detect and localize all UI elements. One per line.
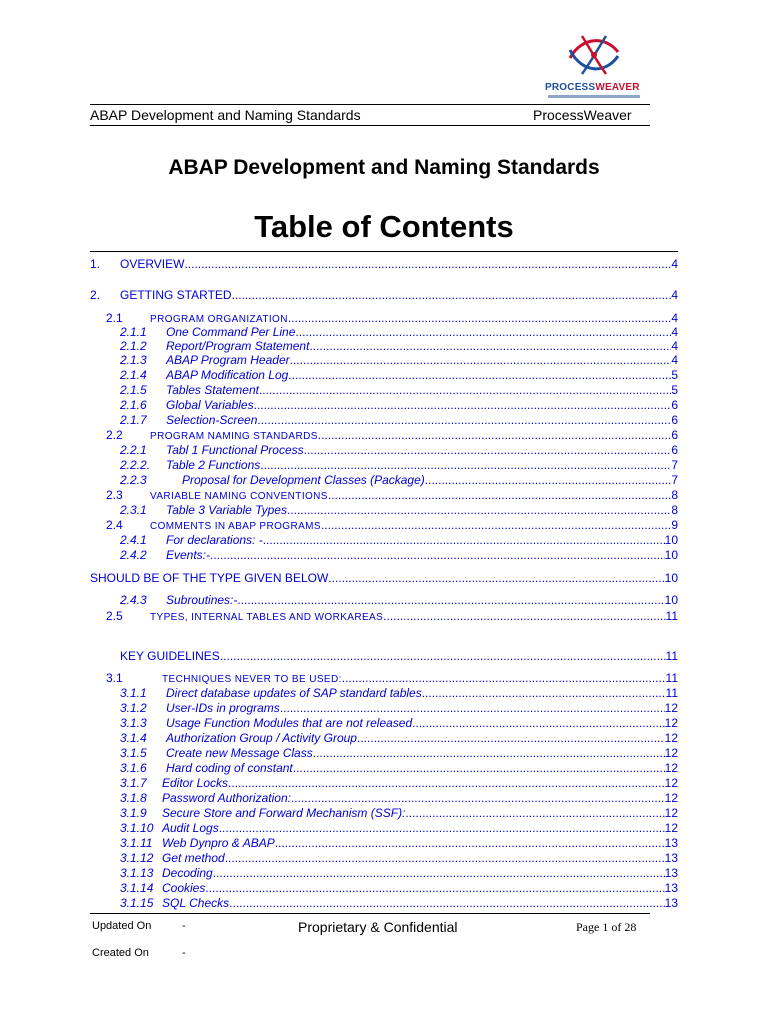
toc-entry-page: 6 [671, 428, 678, 442]
toc-entry-number: 2.5 [106, 609, 123, 623]
toc-leader [291, 791, 665, 805]
toc-entry-page: 11 [665, 686, 678, 700]
toc-leader [225, 851, 665, 865]
toc-entry[interactable] [90, 257, 678, 271]
toc-entry-text: SHOULD BE OF THE TYPE GIVEN BELOW [90, 571, 329, 585]
toc-leader [288, 311, 671, 325]
toc-entry-text: VARIABLE NAMING CONVENTIONS [150, 491, 328, 502]
toc-entry-page: 5 [671, 383, 678, 397]
toc-entry-page: 4 [671, 288, 678, 302]
toc-entry-page: 7 [671, 458, 678, 472]
toc-entry-page: 10 [664, 571, 678, 585]
toc-leader [229, 896, 664, 910]
toc-entry[interactable] [120, 593, 678, 607]
toc-entry-number: 2.2.1 [120, 443, 147, 457]
updated-on-value: - [182, 920, 186, 932]
toc-entry-text: ABAP Program Header [166, 353, 290, 367]
toc-entry-page: 12 [664, 761, 678, 775]
toc-entry-page: 12 [664, 821, 678, 835]
toc-entry-text: Cookies [162, 881, 206, 895]
toc-entry-page: 7 [671, 473, 678, 487]
toc-entry-page: 12 [664, 746, 678, 760]
toc-entry[interactable] [120, 716, 678, 730]
toc-entry[interactable] [120, 339, 678, 353]
toc-entry-number: 3.1.2 [120, 701, 147, 715]
toc-entry-number: 3.1.1 [120, 686, 147, 700]
toc-entry-text: Tabl 1 Functional Process [166, 443, 304, 457]
toc-entry-text: SQL Checks [162, 896, 230, 910]
toc-entry-page: 11 [665, 609, 678, 623]
toc-entry-text: OVERVIEW [120, 257, 185, 271]
toc-entry-number: 2.1 [106, 311, 123, 325]
toc-entry-page: 6 [671, 413, 678, 427]
toc-entry[interactable] [120, 791, 678, 805]
toc-leader [213, 866, 665, 880]
toc-entry-page: 12 [664, 701, 678, 715]
toc-leader [328, 571, 664, 585]
weave-logo-icon [562, 30, 626, 80]
toc-entry-number: 2.1.2 [120, 339, 147, 353]
toc-leader [425, 473, 672, 487]
toc-leader [383, 609, 665, 623]
toc-entry-page: 12 [664, 776, 678, 790]
toc-leader [205, 881, 664, 895]
toc-entry-text: Usage Function Modules that are not released [166, 716, 413, 730]
toc-leader [263, 533, 665, 547]
toc-entry-text: User-IDs in programs [166, 701, 280, 715]
toc-leader [405, 806, 664, 820]
toc-entry-number: 3.1.10 [120, 821, 154, 835]
toc-entry[interactable] [120, 413, 678, 427]
toc-entry-number: 3.1.5 [120, 746, 147, 760]
toc-leader [228, 776, 665, 790]
toc-entry-page: 13 [664, 881, 678, 895]
toc-entry-number: 2. [90, 288, 101, 302]
toc-entry-number: 3.1.4 [120, 731, 147, 745]
toc-entry-text: Create new Message Class [166, 746, 313, 760]
toc-entry-text: Subroutines:- [166, 593, 238, 607]
toc-entry[interactable] [120, 761, 678, 775]
toc-entry[interactable] [106, 671, 678, 685]
toc-leader [412, 716, 664, 730]
toc-entry[interactable] [120, 649, 678, 663]
toc-entry-text: Table 3 Variable Types [166, 503, 287, 517]
toc-leader [280, 701, 665, 715]
toc-leader [287, 503, 671, 517]
toc-entry[interactable] [120, 686, 678, 700]
header-top-rule [90, 104, 650, 105]
toc-entry-text: Decoding [162, 866, 213, 880]
toc-entry[interactable] [120, 548, 678, 562]
toc-entry[interactable] [120, 746, 678, 760]
toc-leader [357, 731, 665, 745]
toc-entry-number: 3.1.9 [120, 806, 147, 820]
toc-entry-page: 12 [664, 716, 678, 730]
toc-leader [232, 288, 672, 302]
toc-leader [304, 443, 672, 457]
toc-leader [257, 413, 671, 427]
toc-entry-page: 6 [671, 398, 678, 412]
toc-leader [275, 836, 665, 850]
toc-entry[interactable] [90, 288, 678, 302]
toc-entry[interactable] [120, 353, 678, 367]
toc-entry[interactable] [120, 473, 678, 487]
header-company: ProcessWeaver [533, 107, 632, 123]
toc-leader [184, 257, 671, 271]
toc-entry-page: 10 [664, 548, 678, 562]
toc-entry-number: 3.1.7 [120, 776, 147, 790]
toc-entry-number: 3.1 [106, 671, 123, 685]
toc-entry-number: 2.3 [106, 488, 123, 502]
toc-entry-number: 3.1.15 [120, 896, 154, 910]
toc-entry-number: 2.1.4 [120, 368, 147, 382]
toc-entry[interactable] [106, 311, 678, 325]
toc-entry[interactable] [120, 806, 678, 820]
toc-entry-text: One Command Per Line [166, 325, 296, 339]
toc-entry[interactable] [120, 398, 678, 412]
toc-entry[interactable] [120, 701, 678, 715]
toc-entry[interactable] [106, 428, 678, 442]
toc-entry-text: Table 2 Functions [166, 458, 261, 472]
toc-entry-text: COMMENTS IN ABAP PROGRAMS [150, 521, 321, 532]
toc-entry-text: Audit Logs [162, 821, 219, 835]
toc-entry[interactable] [120, 776, 678, 790]
toc-leader [295, 325, 671, 339]
toc-heading: Table of Contents [254, 209, 514, 244]
toc-entry-page: 12 [664, 731, 678, 745]
header-doc-title: ABAP Development and Naming Standards [90, 107, 361, 123]
toc-entry-text: For declarations: - [166, 533, 263, 547]
toc-entry-text: Report/Program Statement [166, 339, 310, 353]
toc-entry[interactable] [120, 881, 678, 895]
toc-entry-text: ABAP Modification Log [166, 368, 289, 382]
toc-heading-rule [90, 251, 678, 252]
toc-leader [237, 593, 664, 607]
toc-entry-number: 3.1.8 [120, 791, 147, 805]
toc-entry-text: Selection-Screen [166, 413, 258, 427]
toc-entry-text: PROGRAM NAMING STANDARDS [150, 431, 318, 442]
toc-entry-text: Editor Locks [162, 776, 229, 790]
toc-entry[interactable] [120, 731, 678, 745]
toc-entry[interactable] [120, 896, 678, 910]
toc-entry[interactable] [120, 851, 678, 865]
toc-entry-number: 2.4.2 [120, 548, 147, 562]
toc-entry-page: 5 [671, 368, 678, 382]
toc-entry-text: Secure Store and Forward Mechanism (SSF): [162, 806, 406, 820]
toc-leader [219, 821, 665, 835]
toc-entry-text: Password Authorization: [162, 791, 291, 805]
toc-entry-number: 2.1.1 [120, 325, 147, 339]
toc-leader [318, 428, 672, 442]
toc-entry-number: 2.2.3 [120, 473, 147, 487]
toc-entry-page: 8 [671, 488, 678, 502]
toc-entry-page: 13 [664, 866, 678, 880]
toc-entry-number: 2.4 [106, 518, 123, 532]
toc-entry-text: Direct database updates of SAP standard tables [166, 686, 422, 700]
toc-entry-text: Events:- [166, 548, 211, 562]
toc-entry-text: Authorization Group / Activity Group [166, 731, 357, 745]
toc-entry[interactable] [120, 866, 678, 880]
footer-confidential: Proprietary & Confidential [298, 919, 458, 935]
toc-entry-text: Web Dynpro & ABAP [162, 836, 275, 850]
toc-entry-number: 2.1.7 [120, 413, 147, 427]
toc-entry-number: 3.1.11 [120, 836, 153, 850]
toc-entry-text: TYPES, INTERNAL TABLES AND WORKAREAS [150, 612, 384, 623]
toc-entry-page: 11 [665, 671, 678, 685]
toc-entry[interactable] [120, 325, 678, 339]
toc-entry[interactable] [90, 571, 678, 585]
toc-entry[interactable] [120, 821, 678, 835]
toc-entry-number: 3.1.6 [120, 761, 147, 775]
toc-entry-number: 2.4.3 [120, 593, 147, 607]
toc-entry-page: 10 [664, 593, 678, 607]
toc-leader [259, 383, 671, 397]
toc-entry-page: 8 [671, 503, 678, 517]
toc-entry[interactable] [106, 609, 678, 623]
toc-entry[interactable] [106, 518, 678, 532]
toc-leader [422, 686, 666, 700]
created-on-value: - [182, 947, 186, 959]
toc-entry-page: 4 [671, 257, 678, 271]
toc-entry[interactable] [120, 383, 678, 397]
toc-entry[interactable] [120, 533, 678, 547]
footer-rule [90, 913, 650, 914]
logo-tagline-bar [548, 95, 640, 98]
toc-entry-page: 13 [664, 836, 678, 850]
toc-entry-page: 10 [664, 533, 678, 547]
toc-leader [309, 339, 671, 353]
toc-leader [293, 761, 665, 775]
toc-entry[interactable] [120, 503, 678, 517]
toc-entry-text: KEY GUIDELINES [120, 649, 220, 663]
toc-entry[interactable] [120, 458, 678, 472]
toc-leader [288, 368, 671, 382]
toc-entry-text: Global Variables [166, 398, 254, 412]
toc-leader [260, 458, 671, 472]
toc-entry-number: 2.1.3 [120, 353, 147, 367]
toc-entry-number: 2.1.5 [120, 383, 147, 397]
toc-entry-number: 2.3.1 [120, 503, 147, 517]
toc-entry-text: Get method [162, 851, 225, 865]
toc-entry-number: 2.2 [106, 428, 123, 442]
toc-entry-page: 11 [665, 649, 678, 663]
toc-entry-text: PROGRAM ORGANIZATION [150, 314, 288, 325]
toc-leader [220, 649, 666, 663]
toc-entry-page: 9 [671, 518, 678, 532]
toc-entry-text: Tables Statement [166, 383, 259, 397]
created-on-label: Created On [92, 947, 149, 959]
toc-leader [254, 398, 672, 412]
toc-entry[interactable] [120, 836, 678, 850]
toc-entry-page: 13 [664, 851, 678, 865]
toc-leader [290, 353, 672, 367]
toc-entry-number: 2.1.6 [120, 398, 147, 412]
toc-entry-number: 3.1.13 [120, 866, 154, 880]
toc-entry-number: 3.1.12 [120, 851, 154, 865]
toc-entry[interactable] [120, 443, 678, 457]
header-bottom-rule [90, 125, 650, 126]
toc-leader [321, 518, 671, 532]
toc-entry-page: 4 [671, 325, 678, 339]
toc-entry-text: TECHNIQUES NEVER TO BE USED: [162, 674, 342, 685]
updated-on-label: Updated On [92, 920, 152, 932]
company-logo [540, 30, 648, 106]
toc-entry[interactable] [106, 488, 678, 502]
toc-entry-number: 3.1.14 [120, 881, 154, 895]
toc-entry-page: 12 [664, 791, 678, 805]
toc-entry-number: 2.2.2. [120, 458, 151, 472]
document-title: ABAP Development and Naming Standards [168, 156, 600, 179]
logo-wordmark: PROCESSWEAVER [545, 82, 640, 93]
page-number: Page 1 of 28 [576, 920, 637, 934]
toc-entry-page: 4 [671, 353, 678, 367]
toc-entry-text: Hard coding of constant [166, 761, 293, 775]
toc-entry-text: Proposal for Development Classes (Package) [182, 473, 425, 487]
toc-leader [342, 671, 666, 685]
toc-entry-text: GETTING STARTED [120, 288, 232, 302]
toc-leader [210, 548, 665, 562]
toc-leader [313, 746, 665, 760]
toc-entry-page: 4 [671, 311, 678, 325]
toc-leader [328, 488, 671, 502]
toc-entry-number: 2.4.1 [120, 533, 147, 547]
toc-entry-number: 3.1.3 [120, 716, 147, 730]
toc-entry[interactable] [120, 368, 678, 382]
toc-entry-page: 4 [671, 339, 678, 353]
toc-entry-page: 6 [671, 443, 678, 457]
toc-entry-page: 13 [664, 896, 678, 910]
toc-entry-number: 1. [90, 257, 101, 271]
toc-entry-page: 12 [664, 806, 678, 820]
